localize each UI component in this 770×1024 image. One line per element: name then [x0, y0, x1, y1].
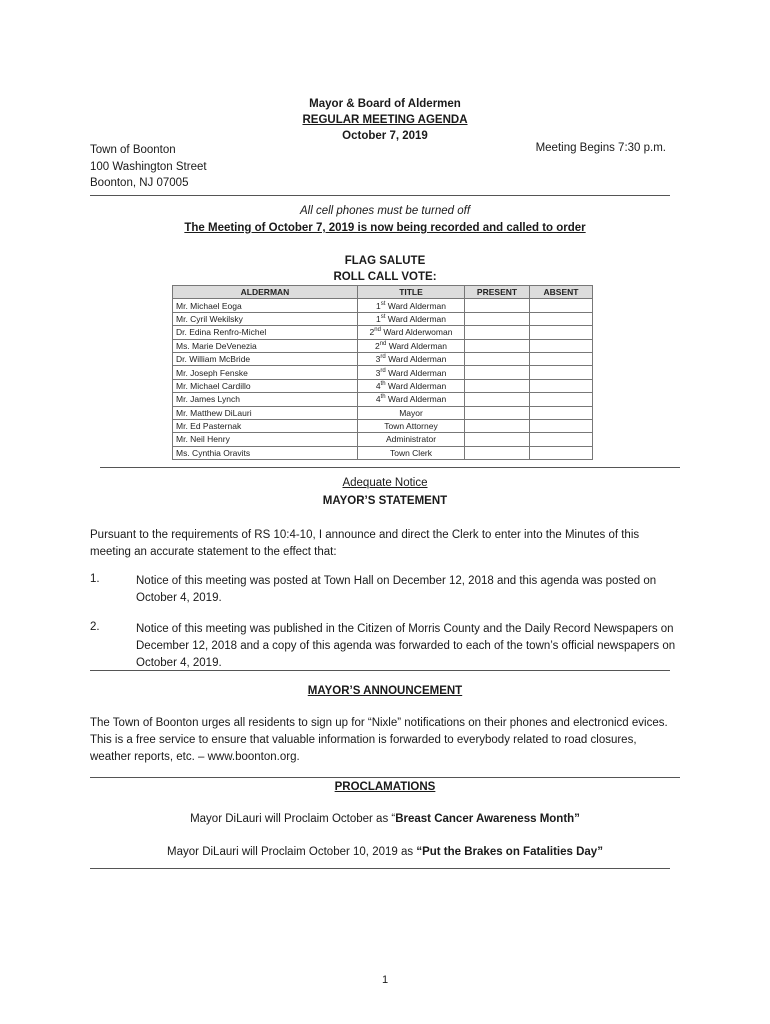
title-text: Ward Alderman — [385, 367, 447, 378]
cell-phone-notice: All cell phones must be turned off — [299, 205, 471, 217]
table-row — [173, 312, 593, 325]
town-address — [90, 142, 207, 192]
present-cell[interactable] — [465, 419, 530, 432]
alderman-name: Mr. Neil Henry — [173, 433, 358, 446]
flag-salute-block — [0, 253, 770, 285]
absent-cell[interactable] — [530, 419, 593, 432]
title-text: Ward Alderman — [385, 354, 447, 365]
absent-cell[interactable] — [530, 339, 593, 352]
table-row — [173, 366, 593, 379]
title-ordinal: 1 — [375, 300, 381, 311]
agenda-title-block — [0, 96, 770, 144]
table-row — [173, 406, 593, 419]
proclamation-1-text: Mayor DiLauri will Proclaim October as “ — [190, 813, 396, 825]
proclamation-1-name: Breast Cancer Awareness Month” — [395, 813, 580, 825]
present-cell[interactable] — [465, 379, 530, 392]
alderman-name: Mr. Matthew DiLauri — [173, 406, 358, 419]
title-text: Ward Alderwoman — [380, 327, 453, 338]
table-header-row — [173, 286, 593, 299]
divider — [90, 777, 680, 778]
title-ordinal: 2 — [374, 340, 380, 351]
present-cell[interactable] — [465, 433, 530, 446]
table-row — [173, 446, 593, 459]
absent-cell[interactable] — [530, 379, 593, 392]
alderman-title — [358, 299, 465, 312]
title-text: Ward Alderman — [385, 380, 447, 391]
title-ordinal: 1 — [375, 313, 381, 324]
alderman-name: Mr. Michael Cardillo — [173, 379, 358, 392]
title-ordinal-suffix: st — [380, 314, 386, 321]
page-number: 1 — [381, 974, 389, 986]
table-row — [173, 352, 593, 365]
present-cell[interactable] — [465, 312, 530, 325]
item-number: 1. — [90, 573, 100, 585]
title-text: Ward Alderman — [386, 340, 448, 351]
absent-cell[interactable] — [530, 406, 593, 419]
title-ordinal: 3 — [375, 367, 381, 378]
proclamation-2 — [0, 846, 770, 858]
item-text: Notice of this meeting was published in the Citizen of Morris County and the Daily Record Newspapers on December 12, 2018 and a copy of this agenda was forwarded to each of the town’s official newspapers on October 4, 2019. — [136, 623, 676, 669]
alderman-name: Ms. Cynthia Oravits — [173, 446, 358, 459]
alderman-name: Dr. Edina Renfro-Michel — [173, 326, 358, 339]
table-row — [173, 299, 593, 312]
roll-call-heading: ROLL CALL VOTE: — [333, 271, 437, 283]
title-text: Ward Alderman — [385, 313, 447, 324]
town-name: Town of Boonton — [90, 144, 176, 156]
item-number: 2. — [90, 621, 100, 633]
table-row — [173, 433, 593, 446]
alderman-title — [358, 366, 465, 379]
absent-cell[interactable] — [530, 433, 593, 446]
title-ordinal: 4 — [375, 394, 381, 405]
roll-call-table — [172, 285, 593, 460]
alderman-name: Mr. James Lynch — [173, 393, 358, 406]
proclamation-1 — [0, 813, 770, 825]
title-ordinal-suffix: nd — [379, 340, 387, 347]
table-row — [173, 326, 593, 339]
title-text: Town Clerk — [389, 447, 433, 458]
alderman-title — [358, 433, 465, 446]
present-cell[interactable] — [465, 339, 530, 352]
title-ordinal-suffix: st — [380, 300, 386, 307]
present-cell[interactable] — [465, 393, 530, 406]
table-row — [173, 393, 593, 406]
divider — [100, 467, 680, 468]
title-text: Ward Alderman — [385, 394, 447, 405]
title-ordinal-suffix: nd — [374, 327, 381, 334]
street-address: 100 Washington Street — [90, 160, 207, 173]
alderman-name: Dr. William McBride — [173, 352, 358, 365]
title-text: Ward Alderman — [385, 300, 447, 311]
divider — [90, 670, 670, 671]
present-cell[interactable] — [465, 299, 530, 312]
header-alderman: ALDERMAN — [173, 286, 358, 299]
absent-cell[interactable] — [530, 352, 593, 365]
title-ordinal: 4 — [375, 380, 381, 391]
title-ordinal: 3 — [375, 354, 381, 365]
recording-notice: The Meeting of October 7, 2019 is now being recorded and called to order — [184, 222, 586, 234]
absent-cell[interactable] — [530, 326, 593, 339]
title-ordinal: 2 — [369, 327, 375, 338]
announcement-paragraph: The Town of Boonton urges all residents to sign up for “Nixle” notifications on their phones and electronicd evices. This is a free service to ensure that valuable information is forwarded to everybody related to road closures, weather reports, etc. – www.boonton.org. — [90, 717, 668, 763]
alderman-title — [358, 326, 465, 339]
divider — [90, 195, 670, 196]
table-row — [173, 379, 593, 392]
item-text: Notice of this meeting was posted at Town Hall on December 12, 2018 and this agenda was posted on October 4, 2019. — [136, 575, 657, 604]
board-title: Mayor & Board of Aldermen — [309, 98, 461, 110]
title-text: Town Attorney — [384, 421, 438, 432]
title-ordinal-suffix: th — [380, 394, 386, 401]
table-row — [173, 339, 593, 352]
absent-cell[interactable] — [530, 393, 593, 406]
table-row — [173, 419, 593, 432]
alderman-name: Mr. Cyril Wekilsky — [173, 312, 358, 325]
header-title: TITLE — [358, 286, 465, 299]
flag-salute: FLAG SALUTE — [344, 255, 426, 267]
present-cell[interactable] — [465, 366, 530, 379]
absent-cell[interactable] — [530, 299, 593, 312]
absent-cell[interactable] — [530, 366, 593, 379]
alderman-title — [358, 419, 465, 432]
alderman-name: Mr. Joseph Fenske — [173, 366, 358, 379]
header-present: PRESENT — [465, 286, 530, 299]
adequate-notice-title: Adequate Notice — [342, 477, 428, 489]
alderman-name: Mr. Ed Pasternak — [173, 419, 358, 432]
alderman-title — [358, 446, 465, 459]
present-cell[interactable] — [465, 352, 530, 365]
agenda-title: REGULAR MEETING AGENDA — [302, 114, 468, 126]
alderman-title — [358, 406, 465, 419]
present-cell[interactable] — [465, 446, 530, 459]
proclamation-2-name: “Put the Brakes on Fatalities Day” — [416, 846, 603, 858]
proclamation-2-text: Mayor DiLauri will Proclaim October 10, 2019 as — [167, 846, 417, 858]
title-ordinal-suffix: th — [380, 381, 386, 388]
absent-cell[interactable] — [530, 446, 593, 459]
header-absent: ABSENT — [530, 286, 593, 299]
alderman-title — [358, 352, 465, 365]
alderman-name: Ms. Marie DeVenezia — [173, 339, 358, 352]
alderman-title — [358, 312, 465, 325]
alderman-title — [358, 339, 465, 352]
title-ordinal-suffix: rd — [380, 354, 386, 361]
alderman-name: Mr. Michael Eoga — [173, 299, 358, 312]
absent-cell[interactable] — [530, 312, 593, 325]
mayors-announcement-heading: MAYOR’S ANNOUNCEMENT — [307, 685, 463, 697]
city-state-zip: Boonton, NJ 07005 — [90, 177, 189, 189]
title-text: Administrator — [385, 434, 437, 445]
title-text: Mayor — [399, 407, 423, 418]
alderman-title — [358, 393, 465, 406]
mayors-statement-heading: MAYOR’S STATEMENT — [322, 495, 448, 507]
title-ordinal-suffix: rd — [380, 367, 386, 374]
meeting-begins: Meeting Begins 7:30 p.m. — [535, 142, 666, 154]
present-cell[interactable] — [465, 326, 530, 339]
divider — [90, 868, 670, 869]
pursuant-paragraph: Pursuant to the requirements of RS 10:4-10, I announce and direct the Clerk to enter into the Minutes of this meeting an accurate statement to the effect that: — [90, 529, 640, 558]
present-cell[interactable] — [465, 406, 530, 419]
meeting-date: October 7, 2019 — [342, 130, 428, 142]
alderman-title — [358, 379, 465, 392]
proclamations-heading: PROCLAMATIONS — [334, 781, 436, 793]
